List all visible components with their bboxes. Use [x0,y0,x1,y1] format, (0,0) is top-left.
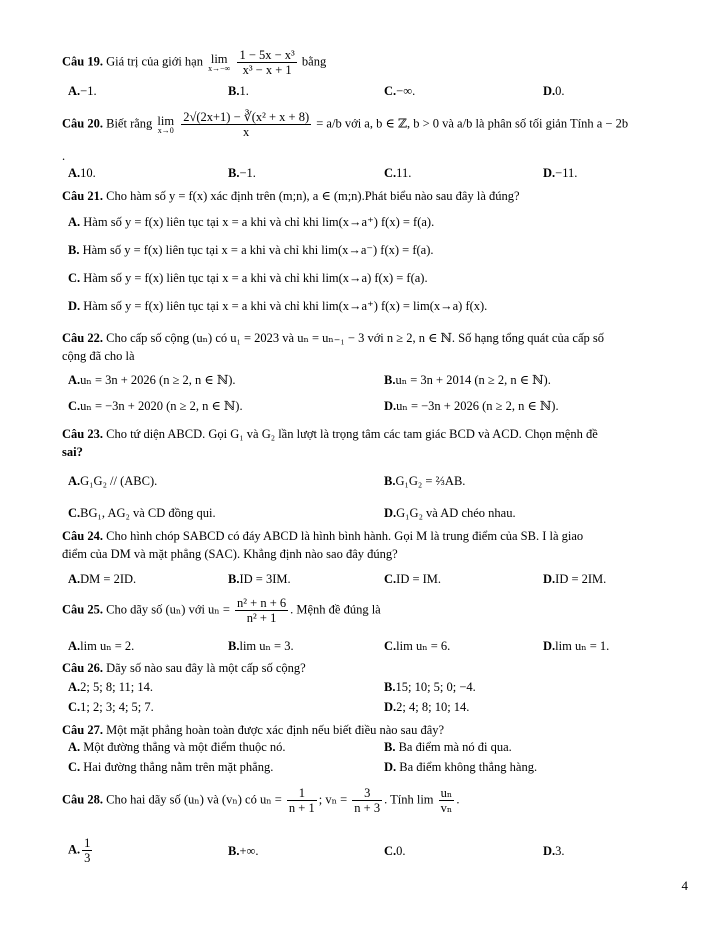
question-23: Câu 23. Cho tứ diện ABCD. Gọi G₁ và G₂ lần lượt là trọng tâm các tam giác BCD và ACD. Chọn mệnh đề [62,427,598,441]
question-22: Câu 22. Cho cấp số cộng (uₙ) có u₁ = 2023 và uₙ = uₙ₋₁ − 3 với n ≥ 2, n ∈ ℕ. Số hạng tổng quát của cấp số [62,331,604,345]
question-26: Câu 26. Dãy số nào sau đây là một cấp số cộng? [62,661,306,675]
options-22a: A.uₙ = 3n + 2026 (n ≥ 2, n ∈ ℕ). B.uₙ = 3n + 2014 (n ≥ 2, n ∈ ℕ). [68,373,551,387]
question-27: Câu 27. Một mặt phẳng hoàn toàn được xác định nếu biết điều nào sau đây? [62,723,445,737]
page-number: 4 [681,878,688,893]
options-25: A.lim uₙ = 2. B.lim uₙ = 3. C.lim uₙ = 6. D.lim uₙ = 1. [68,639,610,653]
option-21b: B. Hàm số y = f(x) liên tục tại x = a khi và chỉ khi lim(x→a⁻) f(x) = f(a). [68,243,434,257]
options-24: A.DM = 2ID. B.ID = 3IM. C.ID = IM. D.ID = 2IM. [68,572,607,586]
options-20: A.10. B.−1. C.11. D.−11. [68,166,578,180]
question-24: Câu 24. Cho hình chóp SABCD có đáy ABCD là hình bình hành. Gọi M là trung điểm của SB. I là giao [62,529,584,543]
question-28: Câu 28. Cho hai dãy số (uₙ) và (vₙ) có uₙ = $\frac{1}{n + 1}$ ; vₙ = $\frac{3}{n + 3}$ . Tính lim $\frac{\text{uₙ}}{\text{vₙ}}$ . [62,786,460,815]
question-19: Câu 19. Giá trị của giới hạn lim x→−∞ $\frac{\text{1 − 5x − x³}}{\text{x³ − x + 1}}$ bằng [62,48,327,77]
options-23a: A.G₁G₂ // (ABC). B.G₁G₂ = ⅔AB. [68,474,466,488]
options-27a: A. Một đường thẳng và một điểm thuộc nó. B. Ba điểm mà nó đi qua. [68,740,512,754]
options-23b: C.BG₁, AG₂ và CD đồng qui. D.G₁G₂ và AD chéo nhau. [68,506,516,520]
options-19: A.−1. B.1. C.−∞. D.0. [68,84,565,98]
question-25: Câu 25. Cho dãy số (uₙ) với uₙ = $\frac{\text{n² + n + 6}}{\text{n² + 1}}$ . Mệnh đề đúng là [62,596,381,625]
option-21c: C. Hàm số y = f(x) liên tục tại x = a khi và chỉ khi lim(x→a) f(x) = f(a). [68,271,428,285]
options-28: A. $\frac{1}{3}$ B.+∞. C.0. D.3. [68,836,565,865]
question-21: Câu 21. Cho hàm số y = f(x) xác định trên (m;n), a ∈ (m;n).Phát biểu nào sau đây là đúng? [62,189,520,203]
exam-page: Câu 19. Giá trị của giới hạn lim x→−∞ $\frac{\text{1 − 5x − x³}}{\text{x³ − x + 1}}$ bằng A.−1. B.1. C.−∞. D.0. Câu 20. Biết rằng lim x→0 $\frac{\text{2√(2x+1) − ∛(x² + x + 8)}}{x}$ = a/b với a, b ∈ ℤ, b > 0 và a/b là phân số tối giản Tính a − 2b . A.10. B.−1. C.11. D.−11. Câu 21. Cho hàm số y = f(x) xác định trên (m;n), a ∈ (m;n).Phát biểu nào sau đây là đúng? A. Hàm số y = f(x) liên tục tại x = a khi và chỉ khi lim(x→a⁺) f(x) = f(a). B. Hàm số y = f(x) liên tục tại x = a khi và chỉ khi lim(x→a⁻) f(x) = f(a). C. Hàm số y = f(x) liên tục tại x = a khi và chỉ khi lim(x→a) f(x) = f(a). D. Hàm số y = f(x) liên tục tại x = a khi và chỉ khi lim(x→a⁺) f(x) = lim(x→a) f(x). Câu 22. Cho cấp số cộng (uₙ) có u₁ = 2023 và uₙ = uₙ₋₁ − 3 với n ≥ 2, n ∈ ℕ. Số hạng tổng quát của cấp số cộng đã cho là A.uₙ = 3n + 2026 (n ≥ 2, n ∈ ℕ). B.uₙ = 3n + 2014 (n ≥ 2, n ∈ ℕ). C.uₙ = −3n + 2020 (n ≥ 2, n ∈ ℕ). D.uₙ = −3n + 2026 (n ≥ 2, n ∈ ℕ). Câu 23. Cho tứ diện ABCD. Gọi G₁ và G₂ lần lượt là trọng tâm các tam giác BCD và ACD. Chọn mệnh đề sai? A.G₁G₂ // (ABC). B.G₁G₂ = ⅔AB. C.BG₁, AG₂ và CD đồng qui. D.G₁G₂ và AD chéo nhau. Câu 24. Cho hình chóp SABCD có đáy ABCD là hình bình hành. Gọi M là trung điểm của SB. I là giao điểm của DM và mặt phẳng (SAC). Khẳng định nào sao đây đúng? A.DM = 2ID. B.ID = 3IM. C.ID = IM. D.ID = 2IM. Câu 25. Cho dãy số (uₙ) với uₙ = $\frac{\text{n² + n + 6}}{\text{n² + 1}}$ . Mệnh đề đúng là A.lim uₙ = 2. B.lim uₙ = 3. C.lim uₙ = 6. D.lim uₙ = 1. Câu 26. Dãy số nào sau đây là một cấp số cộng? A.2; 5; 8; 11; 14. B.15; 10; 5; 0; −4. C.1; 2; 3; 4; 5; 7. D.2; 4; 8; 10; 14. Câu 27. Một mặt phẳng hoàn toàn được xác định nếu biết điều nào sau đây? A. Một đường thẳng và một điểm thuộc nó. B. Ba điểm mà nó đi qua. C. Hai đường thẳng nằm trên mặt phẳng. D. Ba điểm không thẳng hàng. Câu 28. Cho hai dãy số (uₙ) và (vₙ) có uₙ = $\frac{1}{n + 1}$ ; vₙ = $\frac{3}{n + 3}$ . Tính lim $\frac{\text{uₙ}}{\text{vₙ}}$ . A. $\frac{1}{3}$ B.+∞. C.0. D.3. 4 [0,0,720,932]
options-26a: A.2; 5; 8; 11; 14. B.15; 10; 5; 0; −4. [68,680,476,694]
option-21d: D. Hàm số y = f(x) liên tục tại x = a khi và chỉ khi lim(x→a⁺) f(x) = lim(x→a) f(x). [68,299,488,313]
question-20: Câu 20. Biết rằng lim x→0 $\frac{\text{2√(2x+1) − ∛(x² + x + 8)}}{x}$ = a/b với a, b ∈ ℤ, b > 0 và a/b là phân số tối giản Tính a − 2b [62,110,629,139]
fraction: $\frac{\text{1 − 5x − x³}}{\text{x³ − x + 1}}$ [239,48,295,77]
options-27b: C. Hai đường thẳng nằm trên mặt phẳng. D. Ba điểm không thẳng hàng. [68,760,538,774]
options-22b: C.uₙ = −3n + 2020 (n ≥ 2, n ∈ ℕ). D.uₙ = −3n + 2026 (n ≥ 2, n ∈ ℕ). [68,399,559,413]
options-26b: C.1; 2; 3; 4; 5; 7. D.2; 4; 8; 10; 14. [68,700,470,714]
option-21a: A. Hàm số y = f(x) liên tục tại x = a khi và chỉ khi lim(x→a⁺) f(x) = f(a). [68,215,435,229]
